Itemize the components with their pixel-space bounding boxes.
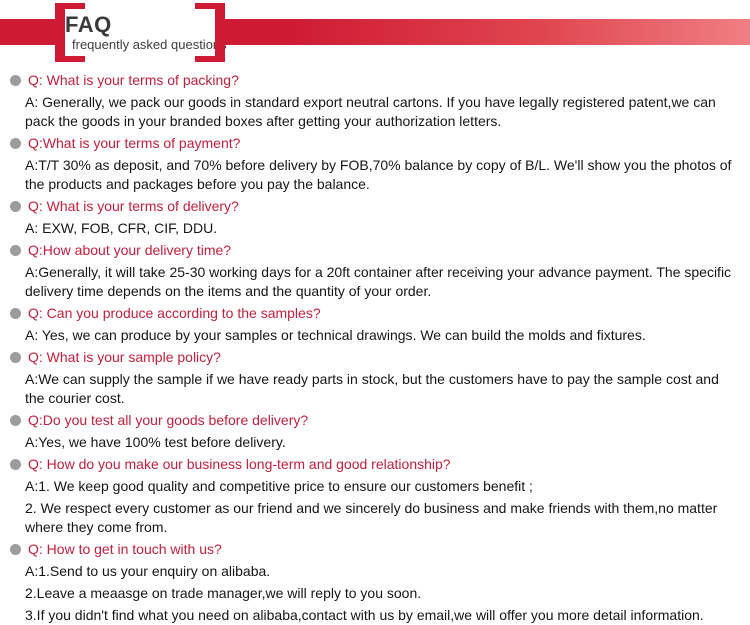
faq-question [10, 71, 740, 90]
faq-answer-line: A:1. We keep good quality and competitive price to ensure our customers benefit ; [25, 478, 533, 494]
faq-item [10, 540, 740, 625]
faq-question [10, 134, 740, 153]
bullet-icon [10, 459, 21, 470]
faq-question-text: Q: What is your terms of packing? [28, 72, 239, 88]
faq-question [10, 455, 740, 474]
faq-question-text: Q:What is your terms of payment? [28, 135, 241, 151]
faq-answer-line: A:We can supply the sample if we have ready parts in stock, but the customers have to pay the sample cost and the courier cost. [25, 371, 719, 406]
faq-question [10, 304, 740, 323]
faq-question-text: Q: How do you make our business long-term and good relationship? [28, 456, 451, 472]
faq-answer-line: 2. We respect every customer as our friend and we sincerely do business and make friends with them,no matter where they come from. [25, 500, 718, 535]
faq-answer-line: A:T/T 30% as deposit, and 70% before delivery by FOB,70% balance by copy of B/L. We'll show you the photos of the products and packages before you pay the balance. [25, 157, 732, 192]
bullet-icon [10, 245, 21, 256]
faq-item [10, 348, 740, 408]
faq-item [10, 304, 740, 345]
faq-question-text: Q: How to get in touch with us? [28, 541, 222, 557]
faq-answer-line: A:1.Send to us your enquiry on alibaba. [25, 563, 271, 579]
faq-answer-line: A: Yes, we can produce by your samples or technical drawings. We can build the molds and fixtures. [25, 327, 646, 343]
faq-question [10, 411, 740, 430]
faq-item [10, 455, 740, 537]
bullet-icon [10, 201, 21, 212]
faq-question [10, 348, 740, 367]
right-bracket-icon [195, 3, 225, 62]
faq-header [0, 0, 750, 64]
faq-question [10, 540, 740, 559]
faq-answer-line: A:Generally, it will take 25-30 working days for a 20ft container after receiving your advance payment. The specific delivery time depends on the items and the quantity of your order. [25, 264, 732, 299]
faq-item [10, 71, 740, 131]
faq-item [10, 411, 740, 452]
faq-answer-line: A: EXW, FOB, CFR, CIF, DDU. [25, 220, 218, 236]
faq-question-text: Q: Can you produce according to the samples? [28, 305, 321, 321]
bullet-icon [10, 138, 21, 149]
faq-question-text: Q: What is your terms of delivery? [28, 198, 239, 214]
faq-answer-line: 2.Leave a meaasge on trade manager,we will reply to you soon. [25, 585, 422, 601]
faq-badge [55, 3, 225, 62]
faq-item [10, 134, 740, 194]
faq-answer-line: A: Generally, we pack our goods in standard export neutral cartons. If you have legally registered patent,we can pack the goods in your branded boxes after getting your authorization letters. [25, 94, 716, 129]
bullet-icon [10, 544, 21, 555]
faq-item [10, 241, 740, 301]
bullet-icon [10, 75, 21, 86]
bullet-icon [10, 308, 21, 319]
faq-item [10, 197, 740, 238]
faq-answer-line: A:Yes, we have 100% test before delivery. [25, 434, 286, 450]
faq-question-text: Q:How about your delivery time? [28, 242, 232, 258]
left-bracket-icon [55, 3, 85, 62]
page-title: FAQ [65, 12, 112, 37]
bullet-icon [10, 415, 21, 426]
faq-question-text: Q: What is your sample policy? [28, 349, 221, 365]
faq-answer-line: 3.If you didn't find what you need on alibaba,contact with us by email,we will offer you more detail information. [25, 607, 704, 623]
page-subtitle: frequently asked questions [72, 37, 227, 52]
faq-question [10, 241, 740, 260]
faq-question [10, 197, 740, 216]
faq-list [0, 64, 750, 625]
bullet-icon [10, 352, 21, 363]
faq-question-text: Q:Do you test all your goods before delivery? [28, 412, 309, 428]
